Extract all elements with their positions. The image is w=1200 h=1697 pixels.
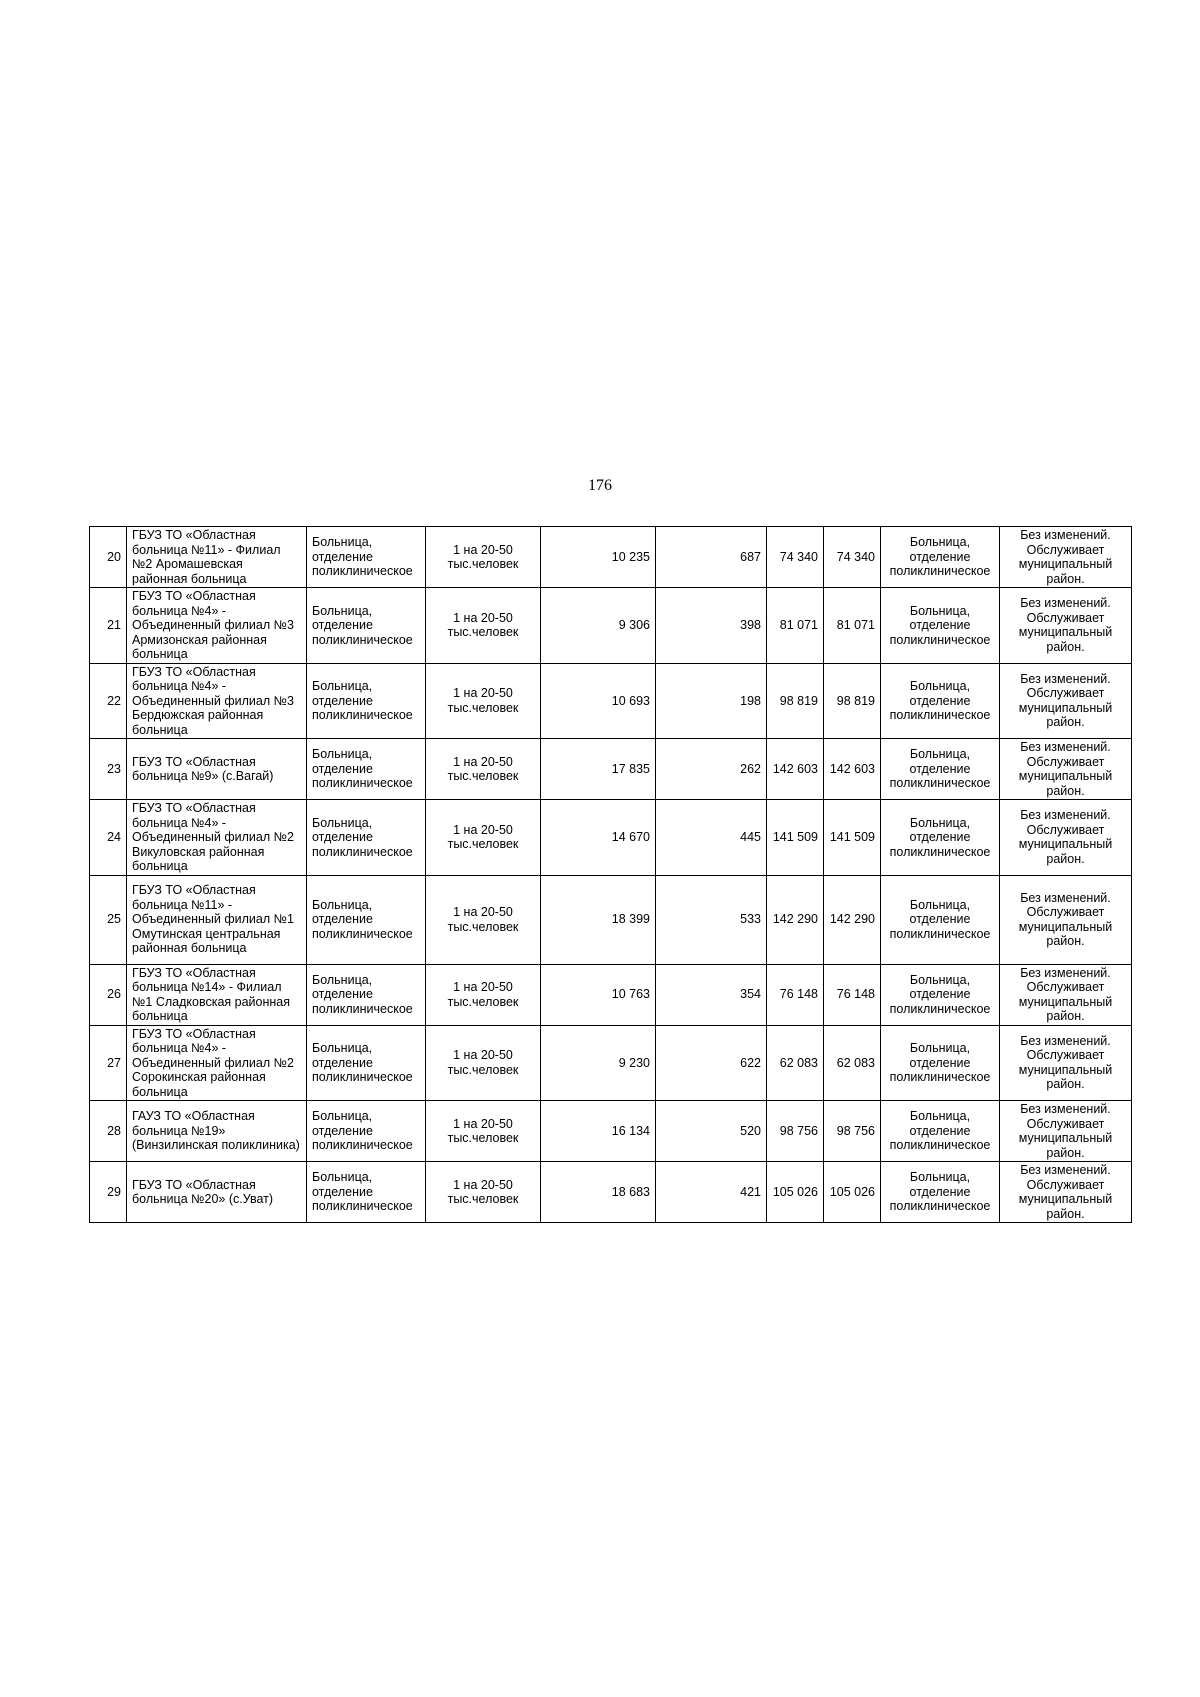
- note-cell: Без изменений. Обслуживает муниципальный район.: [1000, 663, 1132, 739]
- value-current-cell: 62 083: [767, 1025, 824, 1101]
- page-number: 176: [588, 477, 612, 494]
- distance-cell: 262: [656, 739, 767, 800]
- population-cell: 9 306: [541, 588, 656, 664]
- facilities-table: [89, 526, 1132, 1223]
- facility-type: Больница, отделение поликлиническое: [307, 663, 426, 739]
- facility-name: ГБУЗ ТО «Областная больница №20» (с.Уват): [127, 1162, 307, 1223]
- value-current-cell: 98 756: [767, 1101, 824, 1162]
- facility-type: Больница, отделение поликлиническое: [307, 739, 426, 800]
- row-number: 28: [90, 1101, 127, 1162]
- value-planned-cell: 76 148: [824, 964, 881, 1025]
- service-norm: 1 на 20-50 тыс.человек: [426, 800, 541, 876]
- value-planned-cell: 142 290: [824, 875, 881, 964]
- note-cell: Без изменений. Обслуживает муниципальный район.: [1000, 588, 1132, 664]
- row-number: 22: [90, 663, 127, 739]
- value-current-cell: 76 148: [767, 964, 824, 1025]
- note-cell: Без изменений. Обслуживает муниципальный район.: [1000, 527, 1132, 588]
- value-planned-cell: 142 603: [824, 739, 881, 800]
- population-cell: 14 670: [541, 800, 656, 876]
- note-cell: Без изменений. Обслуживает муниципальный район.: [1000, 1025, 1132, 1101]
- facility-name: ГАУЗ ТО «Областная больница №19» (Винзилинская поликлиника): [127, 1101, 307, 1162]
- value-planned-cell: 81 071: [824, 588, 881, 664]
- distance-cell: 687: [656, 527, 767, 588]
- row-number: 24: [90, 800, 127, 876]
- row-number: 20: [90, 527, 127, 588]
- row-number: 29: [90, 1162, 127, 1223]
- table-row: [90, 964, 1132, 1025]
- value-planned-cell: 98 819: [824, 663, 881, 739]
- note-cell: Без изменений. Обслуживает муниципальный район.: [1000, 800, 1132, 876]
- facility-name: ГБУЗ ТО «Областная больница №4» - Объединенный филиал №3 Армизонская районная больница: [127, 588, 307, 664]
- note-cell: Без изменений. Обслуживает муниципальный район.: [1000, 964, 1132, 1025]
- facility-type-planned: Больница, отделение поликлиническое: [881, 588, 1000, 664]
- population-cell: 10 235: [541, 527, 656, 588]
- distance-cell: 445: [656, 800, 767, 876]
- facility-type: Больница, отделение поликлиническое: [307, 875, 426, 964]
- table-row: [90, 1162, 1132, 1223]
- facility-type: Больница, отделение поликлиническое: [307, 964, 426, 1025]
- facility-type-planned: Больница, отделение поликлиническое: [881, 739, 1000, 800]
- table-row: [90, 875, 1132, 964]
- population-cell: 18 399: [541, 875, 656, 964]
- note-cell: Без изменений. Обслуживает муниципальный район.: [1000, 1162, 1132, 1223]
- service-norm: 1 на 20-50 тыс.человек: [426, 588, 541, 664]
- value-current-cell: 98 819: [767, 663, 824, 739]
- population-cell: 10 693: [541, 663, 656, 739]
- facility-type: Больница, отделение поликлиническое: [307, 1162, 426, 1223]
- table-row: [90, 1025, 1132, 1101]
- distance-cell: 622: [656, 1025, 767, 1101]
- population-cell: 17 835: [541, 739, 656, 800]
- note-cell: Без изменений. Обслуживает муниципальный район.: [1000, 739, 1132, 800]
- service-norm: 1 на 20-50 тыс.человек: [426, 663, 541, 739]
- service-norm: 1 на 20-50 тыс.человек: [426, 739, 541, 800]
- distance-cell: 398: [656, 588, 767, 664]
- table-row: [90, 800, 1132, 876]
- facility-type: Больница, отделение поликлиническое: [307, 527, 426, 588]
- value-current-cell: 142 290: [767, 875, 824, 964]
- value-current-cell: 105 026: [767, 1162, 824, 1223]
- table-row: [90, 663, 1132, 739]
- row-number: 27: [90, 1025, 127, 1101]
- facility-name: ГБУЗ ТО «Областная больница №11» - Филиал №2 Аромашевская районная больница: [127, 527, 307, 588]
- distance-cell: 421: [656, 1162, 767, 1223]
- facility-type: Больница, отделение поликлиническое: [307, 800, 426, 876]
- facility-name: ГБУЗ ТО «Областная больница №14» - Филиал №1 Сладковская районная больница: [127, 964, 307, 1025]
- facility-type-planned: Больница, отделение поликлиническое: [881, 964, 1000, 1025]
- facility-type-planned: Больница, отделение поликлиническое: [881, 663, 1000, 739]
- value-current-cell: 74 340: [767, 527, 824, 588]
- population-cell: 9 230: [541, 1025, 656, 1101]
- table-body: [90, 527, 1132, 1223]
- value-planned-cell: 98 756: [824, 1101, 881, 1162]
- table-row: [90, 1101, 1132, 1162]
- facility-type-planned: Больница, отделение поликлиническое: [881, 800, 1000, 876]
- facility-type: Больница, отделение поликлиническое: [307, 1101, 426, 1162]
- service-norm: 1 на 20-50 тыс.человек: [426, 1162, 541, 1223]
- facility-name: ГБУЗ ТО «Областная больница №9» (с.Вагай): [127, 739, 307, 800]
- value-current-cell: 142 603: [767, 739, 824, 800]
- value-planned-cell: 141 509: [824, 800, 881, 876]
- service-norm: 1 на 20-50 тыс.человек: [426, 527, 541, 588]
- service-norm: 1 на 20-50 тыс.человек: [426, 964, 541, 1025]
- facility-name: ГБУЗ ТО «Областная больница №4» - Объединенный филиал №3 Бердюжская районная больница: [127, 663, 307, 739]
- distance-cell: 198: [656, 663, 767, 739]
- row-number: 26: [90, 964, 127, 1025]
- population-cell: 18 683: [541, 1162, 656, 1223]
- facility-type: Больница, отделение поликлиническое: [307, 588, 426, 664]
- facility-type-planned: Больница, отделение поликлиническое: [881, 1101, 1000, 1162]
- note-cell: Без изменений. Обслуживает муниципальный район.: [1000, 1101, 1132, 1162]
- facility-type-planned: Больница, отделение поликлиническое: [881, 1025, 1000, 1101]
- table-row: [90, 739, 1132, 800]
- facility-type: Больница, отделение поликлиническое: [307, 1025, 426, 1101]
- value-planned-cell: 62 083: [824, 1025, 881, 1101]
- value-planned-cell: 74 340: [824, 527, 881, 588]
- facility-name: ГБУЗ ТО «Областная больница №11» - Объединенный филиал №1 Омутинская центральная районная больница: [127, 875, 307, 964]
- value-planned-cell: 105 026: [824, 1162, 881, 1223]
- row-number: 21: [90, 588, 127, 664]
- service-norm: 1 на 20-50 тыс.человек: [426, 875, 541, 964]
- facility-type-planned: Больница, отделение поликлиническое: [881, 527, 1000, 588]
- value-current-cell: 141 509: [767, 800, 824, 876]
- facility-name: ГБУЗ ТО «Областная больница №4» - Объединенный филиал №2 Сорокинская районная больница: [127, 1025, 307, 1101]
- distance-cell: 533: [656, 875, 767, 964]
- distance-cell: 354: [656, 964, 767, 1025]
- table-row: [90, 588, 1132, 664]
- facility-type-planned: Больница, отделение поликлиническое: [881, 875, 1000, 964]
- value-current-cell: 81 071: [767, 588, 824, 664]
- facility-type-planned: Больница, отделение поликлиническое: [881, 1162, 1000, 1223]
- facility-name: ГБУЗ ТО «Областная больница №4» - Объединенный филиал №2 Викуловская районная больница: [127, 800, 307, 876]
- note-cell: Без изменений. Обслуживает муниципальный район.: [1000, 875, 1132, 964]
- row-number: 25: [90, 875, 127, 964]
- population-cell: 16 134: [541, 1101, 656, 1162]
- service-norm: 1 на 20-50 тыс.человек: [426, 1101, 541, 1162]
- distance-cell: 520: [656, 1101, 767, 1162]
- table-row: [90, 527, 1132, 588]
- row-number: 23: [90, 739, 127, 800]
- population-cell: 10 763: [541, 964, 656, 1025]
- service-norm: 1 на 20-50 тыс.человек: [426, 1025, 541, 1101]
